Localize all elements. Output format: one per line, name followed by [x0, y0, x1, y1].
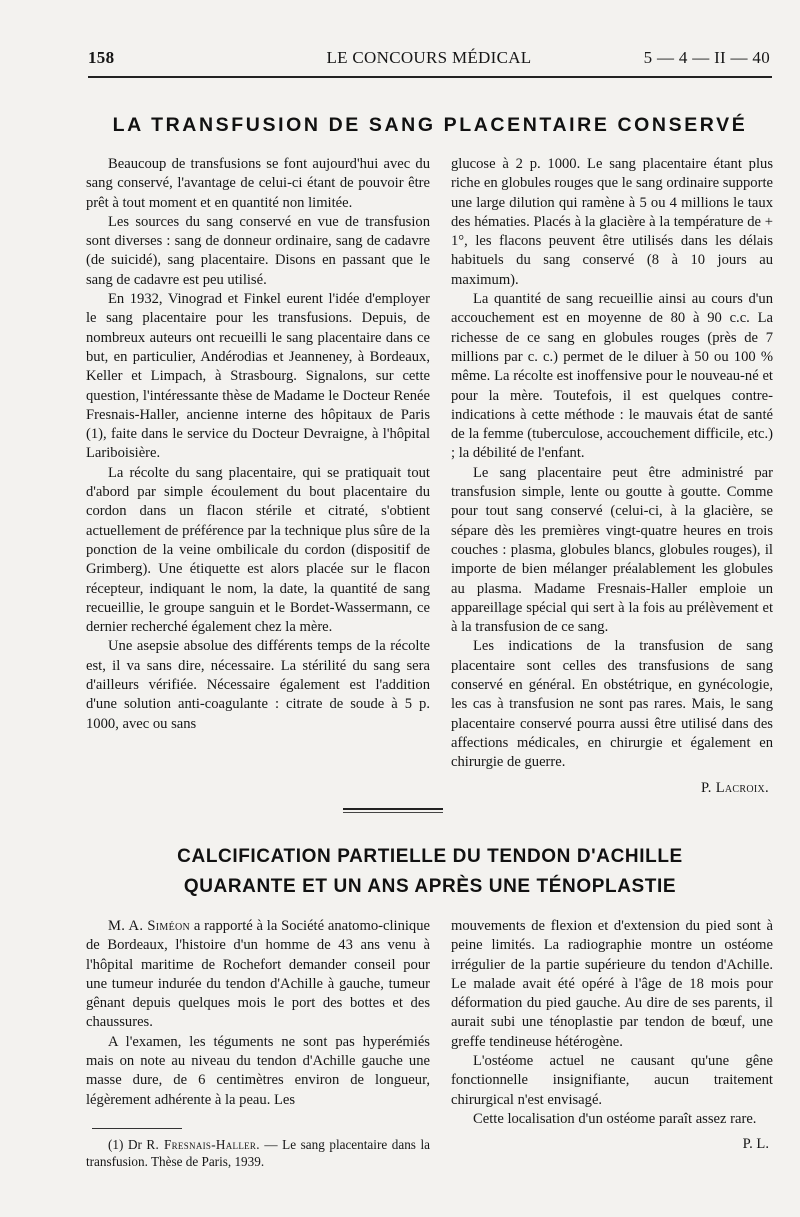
article-1-signature: P. Lacroix. [701, 779, 769, 796]
paragraph: En 1932, Vinograd et Finkel eurent l'idée d'employer le sang placentaire pour les transfusions. Depuis, de nombreux auteurs ont recueilli le sang placentaire dans ce but, en particulier, Andérodias et Jeanneney, à Bordeaux, Keller et Limpach, à Strasbourg. Signalons, sur cette question, l'intéressante thèse de Madame le Docteur Renée Fresnais-Haller, ancienne interne des hôpitaux de Paris (1), faite dans le service du Docteur Devraigne, à l'hôpital Lariboisière. [86, 291, 430, 462]
paragraph-text: a rapporté à la Société anatomo-clinique de Bordeaux, l'histoire d'un homme de 43 ans venu à l'hôpital maritime de Rochefort demander conseil pour une tumeur indurée du tendon d'Achille à gauche, tumeur gênant depuis quelques mois le port des bottes et des chaussures. [86, 918, 430, 1031]
article-separator [343, 808, 443, 810]
paragraph: mouvements de flexion et d'extension du pied sont à peine limités. La radiographie montre un ostéome irrégulier de la partie supérieure du tendon d'Achille. Le malade avait été opéré à l'âge de 18 mois pour déformation du pied gauche. Au dire de ses parents, il aurait subi une ténoplastie par tendon de bœuf, une greffe tendineuse hétérogène. [451, 918, 773, 1050]
paragraph: Les indications de la transfusion de sang placentaire sont celles des transfusions de sang conservé en général. En obstétrique, en gynécologie, les cas à transfusion ne sont pas rares. Mais, le sang placentaire conservé pourra aussi être utilisé dans des affections médicales, en chirurgie et également en chirurgie de guerre. [451, 638, 773, 771]
paragraph: L'ostéome actuel ne causant qu'une gêne fonctionnelle insignifiante, aucun traitement chirurgical n'est envisagé. [451, 1053, 773, 1108]
footnote-marker: (1) Dr [108, 1137, 142, 1152]
running-header [88, 48, 770, 74]
author-name: M. A. Siméon [108, 918, 191, 934]
footnote [86, 1136, 430, 1170]
paragraph: Une asepsie absolue des différents temps de la récolte est, il va sans dire, nécessaire. La stérilité du sang sera d'ailleurs vérifiée. Nécessaire également est l'addition d'une solution anti-coagulante : citrate de soude à 5 p. 1000, avec ou sans [86, 638, 430, 732]
article-2-title-line-2: QUARANTE ET UN ANS APRÈS UNE TÉNOPLASTIE [183, 876, 677, 897]
issue-date: 5 — 4 — II — 40 [643, 48, 770, 67]
article-1-right-column [451, 155, 773, 798]
footnote-author: R. Fresnais-Haller. [146, 1137, 260, 1152]
paragraph: La récolte du sang placentaire, qui se pratiquait tout d'abord par simple écoulement du bout placentaire du cordon dans un flacon stérile et citraté, s'obtient actuellement de préférence par la technique plus sûre de la ponction de la veine ombilicale du cordon (dispositif de Grimberg). Une étiquette est alors placée sur le flacon récepteur, indiquant le nom, la date, la quantité de sang recueillie, le groupe sanguin et le Bordet-Wassermann, ce dernier recherché également chez la mère. [86, 464, 430, 636]
article-1-left-column [86, 155, 430, 734]
footnote-rule [92, 1128, 182, 1129]
article-2-left-column [86, 917, 430, 1110]
footnote-text [86, 1136, 430, 1170]
paragraph: La quantité de sang recueillie ainsi au cours d'un accouchement est en moyenne de 80 à 90 c.c. La richesse de ce sang en globules rouges (près de 7 millions par c. c.) permet de le diluer à 50 ou 100 % même. La récolte est inoffensive pour le nouveau-né et pour la mère. Toutefois, il est quelques contre-indications à cette méthode : le mauvais état de santé de la femme (tuberculose, accouchement difficile, etc.) ; la débilité de l'enfant. [451, 291, 773, 462]
header-rule [88, 76, 772, 78]
article-1-title: LA TRANSFUSION DE SANG PLACENTAIRE CONSERVÉ [112, 114, 748, 136]
journal-title: LE CONCOURS MÉDICAL [326, 48, 532, 67]
paragraph: Les sources du sang conservé en vue de transfusion sont diverses : sang de donneur ordinaire, sang de cadavre (de suicidé), sang placentaire. Disons en passant que le sang de cadavre est peu utilisé. [86, 213, 430, 288]
paragraph: glucose à 2 p. 1000. Le sang placentaire étant plus riche en globules rouges que le sang ordinaire supporte une large dilution qui ramène à 5 ou 4 millions le taux des hématies. Placés à la glacière à la température de + 1°, les flacons peuvent être utilisés dans les délais habituels du sang conservé (8 à 10 jours au maximum). [451, 156, 773, 288]
article-2-title-line-1: CALCIFICATION PARTIELLE DU TENDON D'ACHILLE [177, 846, 683, 867]
paragraph: Le sang placentaire peut être administré par transfusion simple, lente ou goutte à goutte. Comme pour tout sang conservé (celui-ci, à la glacière, se sépare dès les premières vingt-quatre heures en trois couches : plasma, globules blancs, globules rouges), il importe de bien mélanger préalablement les globules au plasma. Madame Fresnais-Haller emploie un appareillage spécial qui sert à la fois au prélèvement et à la transfusion de ce sang. [451, 464, 773, 636]
paragraph: Beaucoup de transfusions se font aujourd'hui avec du sang conservé, l'avantage de celui-ci étant de pouvoir être prêt à tout moment et en quantité non limitée. [86, 156, 430, 211]
article-2-right-column [451, 917, 773, 1155]
article-2-signature: P. L. [742, 1136, 769, 1153]
paragraph [86, 917, 430, 1033]
page-number: 158 [88, 48, 115, 67]
paragraph: A l'examen, les téguments ne sont pas hyperémiés mais on note au niveau du tendon d'Achille gauche une masse dure, de 6 centimètres environ de longueur, légèrement adhérente à la peau. Les [86, 1033, 430, 1108]
article-separator-thin [343, 812, 443, 813]
footnote-body: — Le sang placentaire dans la transfusion. Thèse de Paris, 1939. [86, 1137, 430, 1169]
paragraph: Cette localisation d'un ostéome paraît assez rare. [473, 1110, 757, 1127]
